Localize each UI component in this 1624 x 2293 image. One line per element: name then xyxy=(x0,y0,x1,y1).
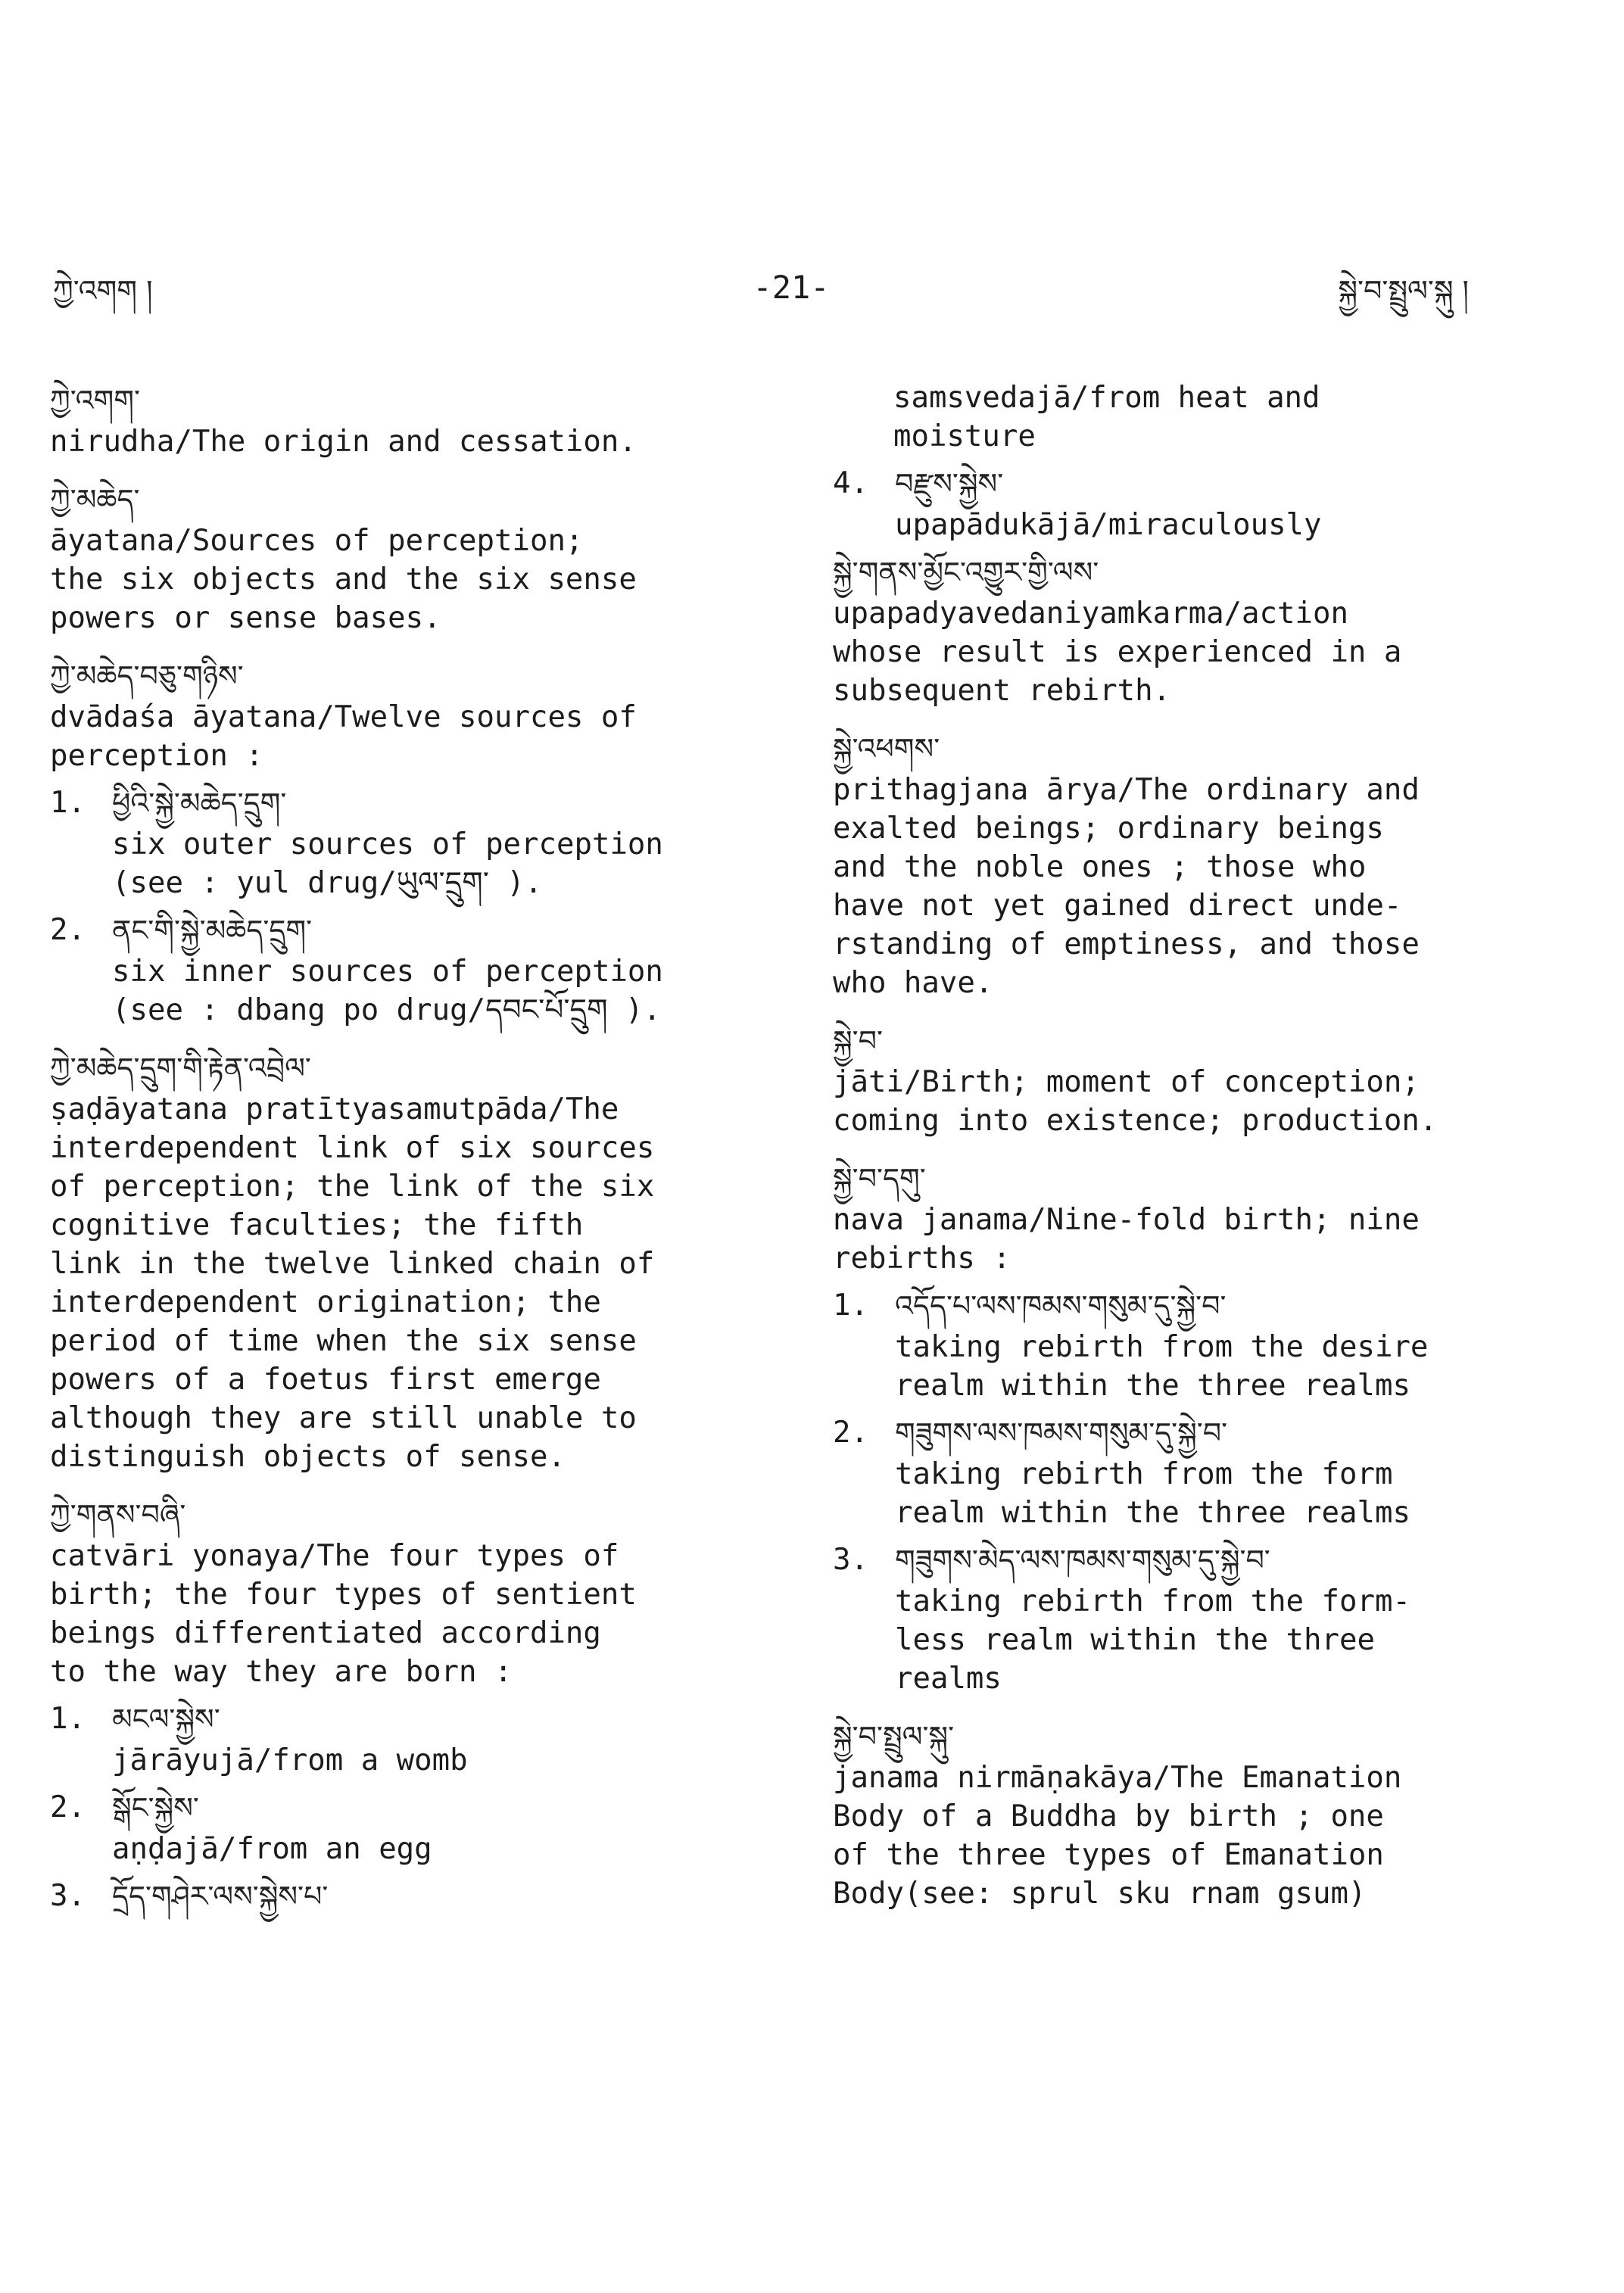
item-number: 2. xyxy=(50,913,86,947)
item-text: taking rebirth from the form- less realm within the three realms xyxy=(895,1584,1410,1696)
running-head-left: ཀྱེ་འགག ། xyxy=(53,274,153,307)
entry-nirudha xyxy=(50,379,754,461)
list-item xyxy=(50,1874,754,1918)
entry-nava-janama xyxy=(833,1157,1590,1698)
entry-definition: ṣaḍāyatana pratītyasamutpāda/The interdependent link of six sources of perception; the link of the six cognitive faculties; the fifth link in the twelve linked chain of interdependent origination; the period of time when the six sense powers of a foetus first emerge although they are still unable to distinguish objects of sense. xyxy=(50,1092,655,1474)
entry-definition: āyatana/Sources of perception; the six objects and the six sense powers or sense bases. xyxy=(50,524,637,635)
list-item xyxy=(833,1411,1590,1532)
item-number: 4. xyxy=(833,466,868,500)
entry-headword: སྐྱེ་གནས་མྱོང་འགྱུར་གྱི་ལས་ xyxy=(833,556,1099,589)
page-number: -21- xyxy=(753,269,830,306)
item-number: 2. xyxy=(833,1416,868,1450)
entry-headword: ཀྱེ་མཆེད་ xyxy=(50,483,140,516)
entry-definition: catvāri yonaya/The four types of birth; the four types of sentient beings differentiated according to the way they are born : xyxy=(50,1539,637,1689)
item-text: upapādukājā/miraculously xyxy=(895,508,1322,542)
item-number: 2. xyxy=(50,1790,86,1824)
item-text: jārāyujā/from a womb xyxy=(112,1743,468,1777)
item-text: taking rebirth from the form realm within the three realms xyxy=(895,1457,1410,1530)
item-text: aṇḍajā/from an egg xyxy=(112,1832,432,1866)
right-column xyxy=(833,379,1590,1930)
list-item xyxy=(50,1786,754,1868)
list-item xyxy=(833,1284,1590,1405)
list-item xyxy=(833,1538,1590,1698)
item-tibetan: ནང་གི་སྐྱེ་མཆེད་དྲུག་ xyxy=(112,914,313,947)
entry-catvari-yonaya xyxy=(50,1493,754,1918)
entry-headword: སྐྱེ་བ་ xyxy=(833,1024,883,1058)
item-tibetan: སྒོང་སྐྱེས་ xyxy=(112,1791,199,1824)
item-number: 1. xyxy=(50,786,86,820)
entry-definition: prithagjana ārya/The ordinary and exalted beings; ordinary beings and the noble ones ; those who have not yet gained direct unde- rstanding of emptiness, and those who have. xyxy=(833,773,1420,1000)
entry-prithagjana-arya xyxy=(833,727,1590,1002)
item-tibetan: ཕྱིའི་སྐྱེ་མཆེད་དྲུག་ xyxy=(112,787,287,820)
entry-jati xyxy=(833,1019,1590,1140)
entry-definition: upapadyavedaniyamkarma/action whose result is experienced in a subsequent rebirth. xyxy=(833,597,1402,708)
running-head-right: སྐྱེ་བ་སྤྲུལ་སྐུ ། xyxy=(1338,274,1469,307)
item-text: six outer sources of perception (see : yul drug/ཡུལ་དྲུག་ ). xyxy=(112,827,663,900)
continued-item-text: samsvedajā/from heat and moisture xyxy=(893,381,1320,453)
item-text: six inner sources of perception (see : dbang po drug/དབང་པོ་དྲུག ). xyxy=(112,955,663,1027)
item-number: 3. xyxy=(833,1543,868,1577)
item-tibetan: མངལ་སྐྱེས་ xyxy=(112,1703,220,1736)
entry-headword: སྐྱེ་འཕགས་ xyxy=(833,732,940,765)
item-number: 1. xyxy=(833,1288,868,1323)
entry-headword: སྐྱེ་བ་དགུ་ xyxy=(833,1162,926,1195)
entry-definition: jāti/Birth; moment of conception; coming into existence; production. xyxy=(833,1065,1438,1138)
list-item xyxy=(50,908,754,1030)
entry-headword: ཀྱེ་མཆེད་བཅུ་གཉིས་ xyxy=(50,659,244,693)
item-tibetan: བརྫུས་སྐྱེས་ xyxy=(895,467,1004,500)
item-tibetan: དྲོད་གཤེར་ལས་སྐྱེས་པ་ xyxy=(112,1880,329,1913)
entry-ayatana xyxy=(50,478,754,637)
entry-dvadasa-ayatana xyxy=(50,654,754,1030)
entry-headword: ཀྱེ་འགག་ xyxy=(50,384,141,417)
item-number: 1. xyxy=(50,1702,86,1736)
entry-headword: སྐྱེ་བ་སྤྲུལ་སྐུ་ xyxy=(833,1720,955,1753)
item-tibetan: འདོད་པ་ལས་ཁམས་གསུམ་དུ་སྐྱེ་བ་ xyxy=(895,1289,1227,1323)
entry-headword: ཀྱེ་གནས་བཞི་ xyxy=(50,1498,186,1531)
entry-sadayatana xyxy=(50,1046,754,1476)
item-tibetan: གཟུགས་མེད་ལས་ཁམས་གསུམ་དུ་སྐྱེ་བ་ xyxy=(895,1544,1270,1577)
entry-headword: ཀྱེ་མཆེད་དྲུག་གི་རྟེན་འབྲེལ་ xyxy=(50,1051,311,1085)
item-tibetan: གཟུགས་ལས་ཁམས་གསུམ་དུ་སྐྱེ་བ་ xyxy=(895,1416,1228,1450)
list-item xyxy=(50,1697,754,1780)
entry-janama-nirmanakaya xyxy=(833,1715,1590,1913)
entry-definition: dvādaśa āyatana/Twelve sources of perception : xyxy=(50,700,637,773)
entry-definition: nava janama/Nine-fold birth; nine rebirths : xyxy=(833,1203,1420,1276)
entry-upapadyavedaniyamkarma xyxy=(833,550,1590,710)
entry-definition: janama nirmāṇakāya/The Emanation Body of a Buddha by birth ; one of the three types of Emanation Body(see: sprul sku rnam gsum) xyxy=(833,1761,1402,1911)
left-column xyxy=(50,379,754,1935)
list-item xyxy=(833,462,1590,544)
item-number: 3. xyxy=(50,1879,86,1913)
list-item xyxy=(50,781,754,902)
item-text: taking rebirth from the desire realm within the three realms xyxy=(895,1330,1429,1403)
entry-definition: nirudha/The origin and cessation. xyxy=(50,425,637,459)
